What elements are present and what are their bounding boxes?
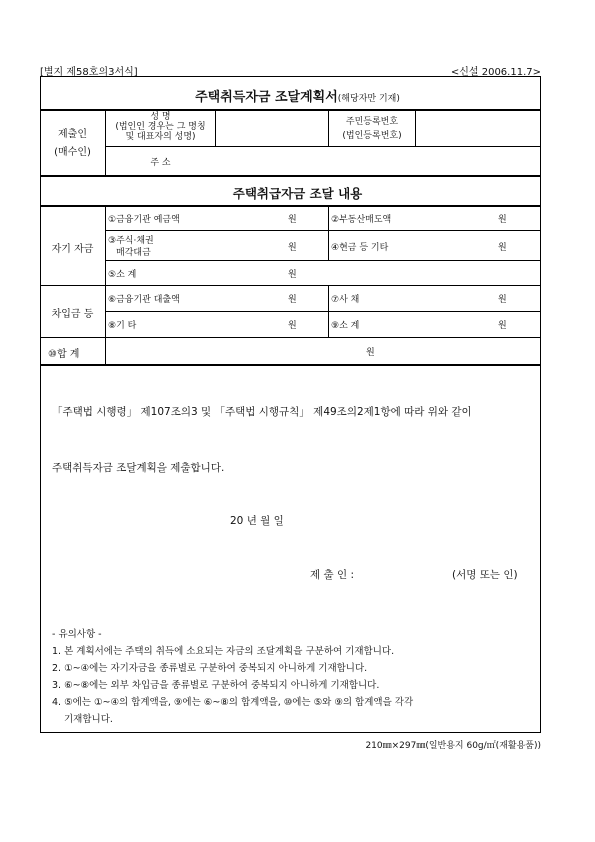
stock-bond-label: ③주식·채권 <box>108 236 154 246</box>
paper-spec: 210㎜×297㎜(일반용지 60g/㎡(재활용품)) <box>365 741 541 751</box>
won-unit: 원 <box>498 215 507 225</box>
loan-label: ⑥금융기관 대출액 <box>108 295 180 305</box>
won-unit: 원 <box>288 243 297 253</box>
divider <box>105 311 541 312</box>
borrowed-label: 차입금 등 <box>51 309 94 320</box>
section-title: 주택취급자금 조달 내용 <box>232 186 363 201</box>
won-unit: 원 <box>288 321 297 331</box>
form-title-suffix: (해당자만 기재) <box>337 94 400 104</box>
divider <box>105 205 106 364</box>
won-unit: 원 <box>288 295 297 305</box>
note-4-continued: 기재합니다. <box>64 714 113 725</box>
divider <box>40 337 541 338</box>
bond-label: ⑦사 채 <box>331 295 360 305</box>
divider <box>40 175 541 177</box>
name-label-sub: (법인인 경우는 그 명칭 <box>115 122 206 132</box>
submitter-sublabel: (매수인) <box>54 147 91 158</box>
divider <box>328 285 329 337</box>
divider <box>105 260 541 261</box>
note-1: 1. 본 계획서에는 주택의 취득에 소요되는 자금의 조달계획을 구분하여 기재합니다. <box>52 646 395 657</box>
form-title-main: 주택취득자금 조달계획서 <box>195 90 338 105</box>
note-4: 4. ⑤에는 ①~④의 합계액을, ⑨에는 ⑥~⑧의 합계액을, ⑩에는 ⑤와 ⑨의 합계액을 각각 <box>52 697 414 708</box>
real-estate-sale-label: ②부동산매도액 <box>331 215 392 225</box>
divider <box>328 205 329 260</box>
won-unit: 원 <box>288 215 297 225</box>
won-unit: 원 <box>498 295 507 305</box>
own-subtotal-label: ⑤소 계 <box>108 270 137 280</box>
won-unit: 원 <box>498 243 507 253</box>
divider <box>40 285 541 286</box>
own-funds-label: 자기 자금 <box>51 244 94 255</box>
declaration-line-1: 「주택법 시행령」 제107조의3 및 「주택법 시행규칙」 제49조의2제1항에 따라 위와 같이 <box>52 406 472 418</box>
form-number: [별지 제58호의3서식] <box>40 67 138 78</box>
note-3: 3. ⑥~⑧에는 외부 차입금을 종류별로 구분하여 중복되지 아니하게 기재합니다. <box>52 680 380 691</box>
note-2: 2. ①~④에는 자기자금을 종류별로 구분하여 중복되지 아니하게 기재합니다. <box>52 663 368 674</box>
address-label: 주 소 <box>150 158 171 168</box>
declaration-line-2: 주택취득자금 조달계획을 제출합니다. <box>52 462 225 474</box>
stock-bond-sublabel: 매각대금 <box>116 248 151 258</box>
divider <box>105 146 541 147</box>
divider <box>215 109 216 146</box>
form-title <box>0 86 595 105</box>
submitter-label: 제출인 <box>58 129 87 140</box>
date-line: 20 년 월 일 <box>230 515 284 527</box>
divider <box>40 205 541 207</box>
id-number-label: 주민등록번호 <box>345 117 399 127</box>
other-borrowed-label: ⑧기 타 <box>108 321 137 331</box>
divider <box>105 230 541 231</box>
divider <box>40 364 541 366</box>
submitter-line: 제 출 인 : <box>310 569 354 581</box>
cash-other-label: ④현금 등 기타 <box>331 243 389 253</box>
borrowed-subtotal-label: ⑨소 계 <box>331 321 360 331</box>
name-label: 성 명 <box>150 112 171 122</box>
id-number-sublabel: (법인등록번호) <box>342 131 402 141</box>
divider <box>415 109 416 146</box>
won-unit: 원 <box>288 270 297 280</box>
name-label-sub2: 및 대표자의 성명) <box>125 132 196 142</box>
revision-date: <신설 2006.11.7> <box>450 67 541 78</box>
deposit-label: ①금융기관 예금액 <box>108 215 180 225</box>
signature-placeholder: (서명 또는 인) <box>452 569 518 581</box>
notes-title: - 유의사항 - <box>52 629 102 640</box>
won-unit: 원 <box>366 348 375 358</box>
total-label: ⑩합 계 <box>48 349 80 360</box>
won-unit: 원 <box>498 321 507 331</box>
